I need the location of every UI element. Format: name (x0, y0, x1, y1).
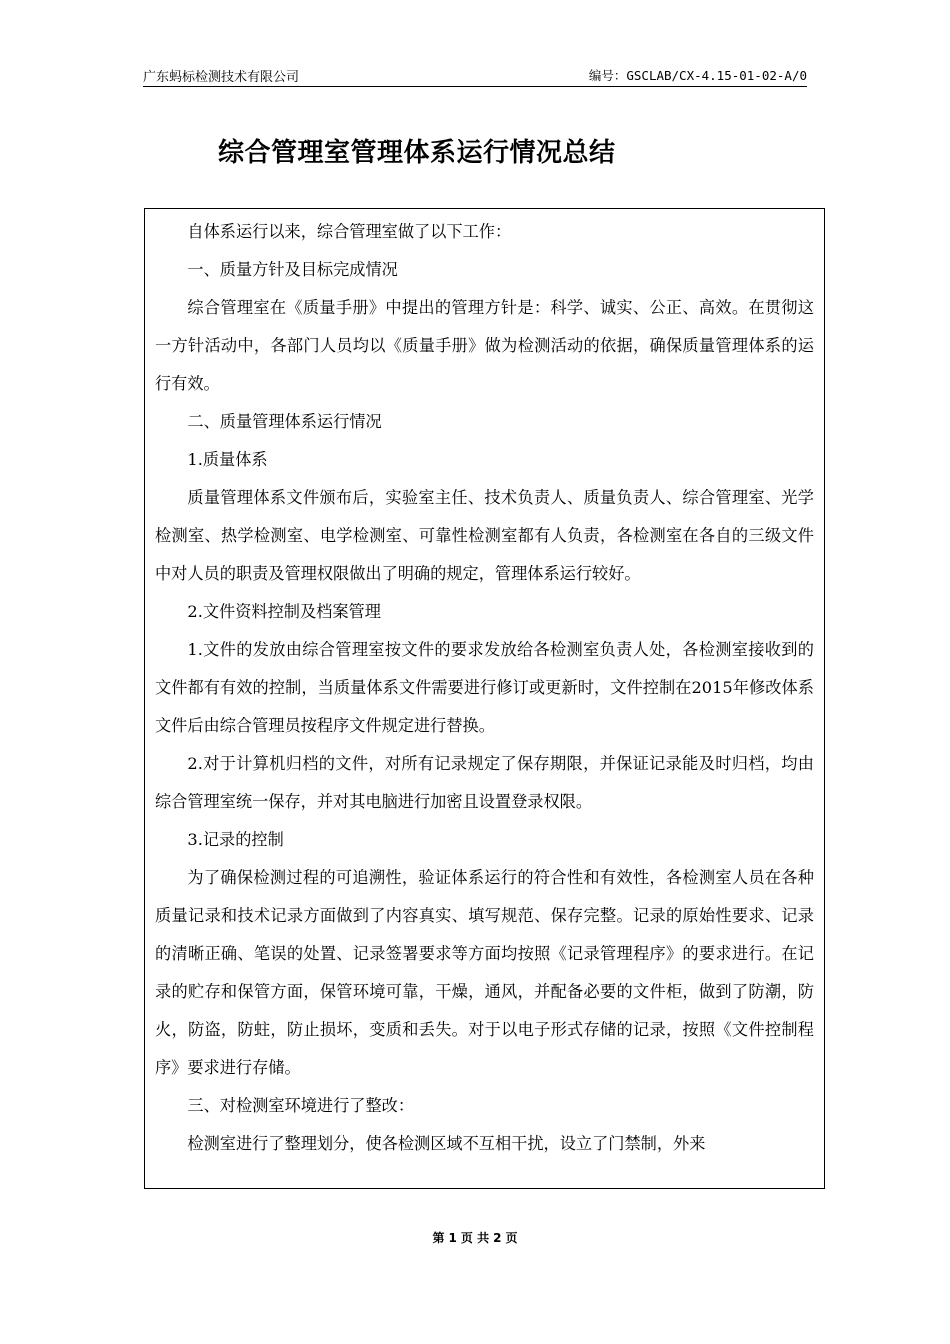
page-footer (0, 1229, 950, 1246)
subsection-heading: 1.质量体系 (187, 450, 268, 469)
paragraph: 为了确保检测过程的可追溯性，验证体系运行的符合性和有效性，各检测室人员在各种质量记录和技术记录方面做到了内容真实、填写规范、保存完整。记录的原始性要求、记录的清晰正确、笔误的处置、记录签署要求等方面均按照《记录管理程序》的要求进行。在记录的贮存和保管方面，保管环境可靠，干燥，通风，并配备必要的文件柜，做到了防潮，防火，防盗，防蛀，防止损坏，变质和丢失。对于以电子形式存储的记录，按照《文件控制程序》要求进行存储。 (155, 868, 814, 1077)
paragraph: 2.对于计算机归档的文件，对所有记录规定了保存期限，并保证记录能及时归档，均由综合管理室统一保存，并对其电脑进行加密且设置登录权限。 (155, 754, 814, 811)
page-mid: 页 共 (460, 1231, 490, 1245)
subsection-heading: 2.文件资料控制及档案管理 (187, 602, 381, 621)
content-body (145, 209, 824, 1163)
page-prefix: 第 (432, 1231, 445, 1245)
page-suffix: 页 (505, 1231, 518, 1245)
page-title: 综合管理室管理体系运行情况总结 (218, 138, 616, 168)
section-heading: 一、质量方针及目标完成情况 (187, 260, 398, 279)
paragraph: 1.文件的发放由综合管理室按文件的要求发放给各检测室负责人处，各检测室接收到的文件都有有效的控制，当质量体系文件需要进行修订或更新时，文件控制在2015年修改体系文件后由综合管理员按程序文件规定进行替换。 (155, 640, 814, 735)
page-header (143, 66, 807, 87)
section-heading: 三、对检测室环境进行了整改： (187, 1096, 415, 1115)
paragraph: 综合管理室在《质量手册》中提出的管理方针是：科学、诚实、公正、高效。在贯彻这一方针活动中，各部门人员均以《质量手册》做为检测活动的依据，确保质量管理体系的运行有效。 (155, 298, 814, 393)
document-code: 编号：GSCLAB/CX-4.15-01-02-A/0 (588, 68, 807, 83)
subsection-heading: 3.记录的控制 (187, 830, 284, 849)
page-total: 2 (493, 1231, 502, 1245)
paragraph: 检测室进行了整理划分，使各检测区域不互相干扰，设立了门禁制，外来 (187, 1134, 706, 1153)
page-current: 1 (448, 1231, 457, 1245)
content-box (144, 208, 825, 1189)
paragraph: 自体系运行以来，综合管理室做了以下工作： (187, 222, 512, 241)
section-heading: 二、质量管理体系运行情况 (187, 412, 382, 431)
company-name: 广东蚂标检测技术有限公司 (143, 70, 300, 85)
paragraph: 质量管理体系文件颁布后，实验室主任、技术负责人、质量负责人、综合管理室、光学检测室、热学检测室、电学检测室、可靠性检测室都有人负责，各检测室在各自的三级文件中对人员的职责及管理权限做出了明确的规定，管理体系运行较好。 (155, 488, 814, 583)
